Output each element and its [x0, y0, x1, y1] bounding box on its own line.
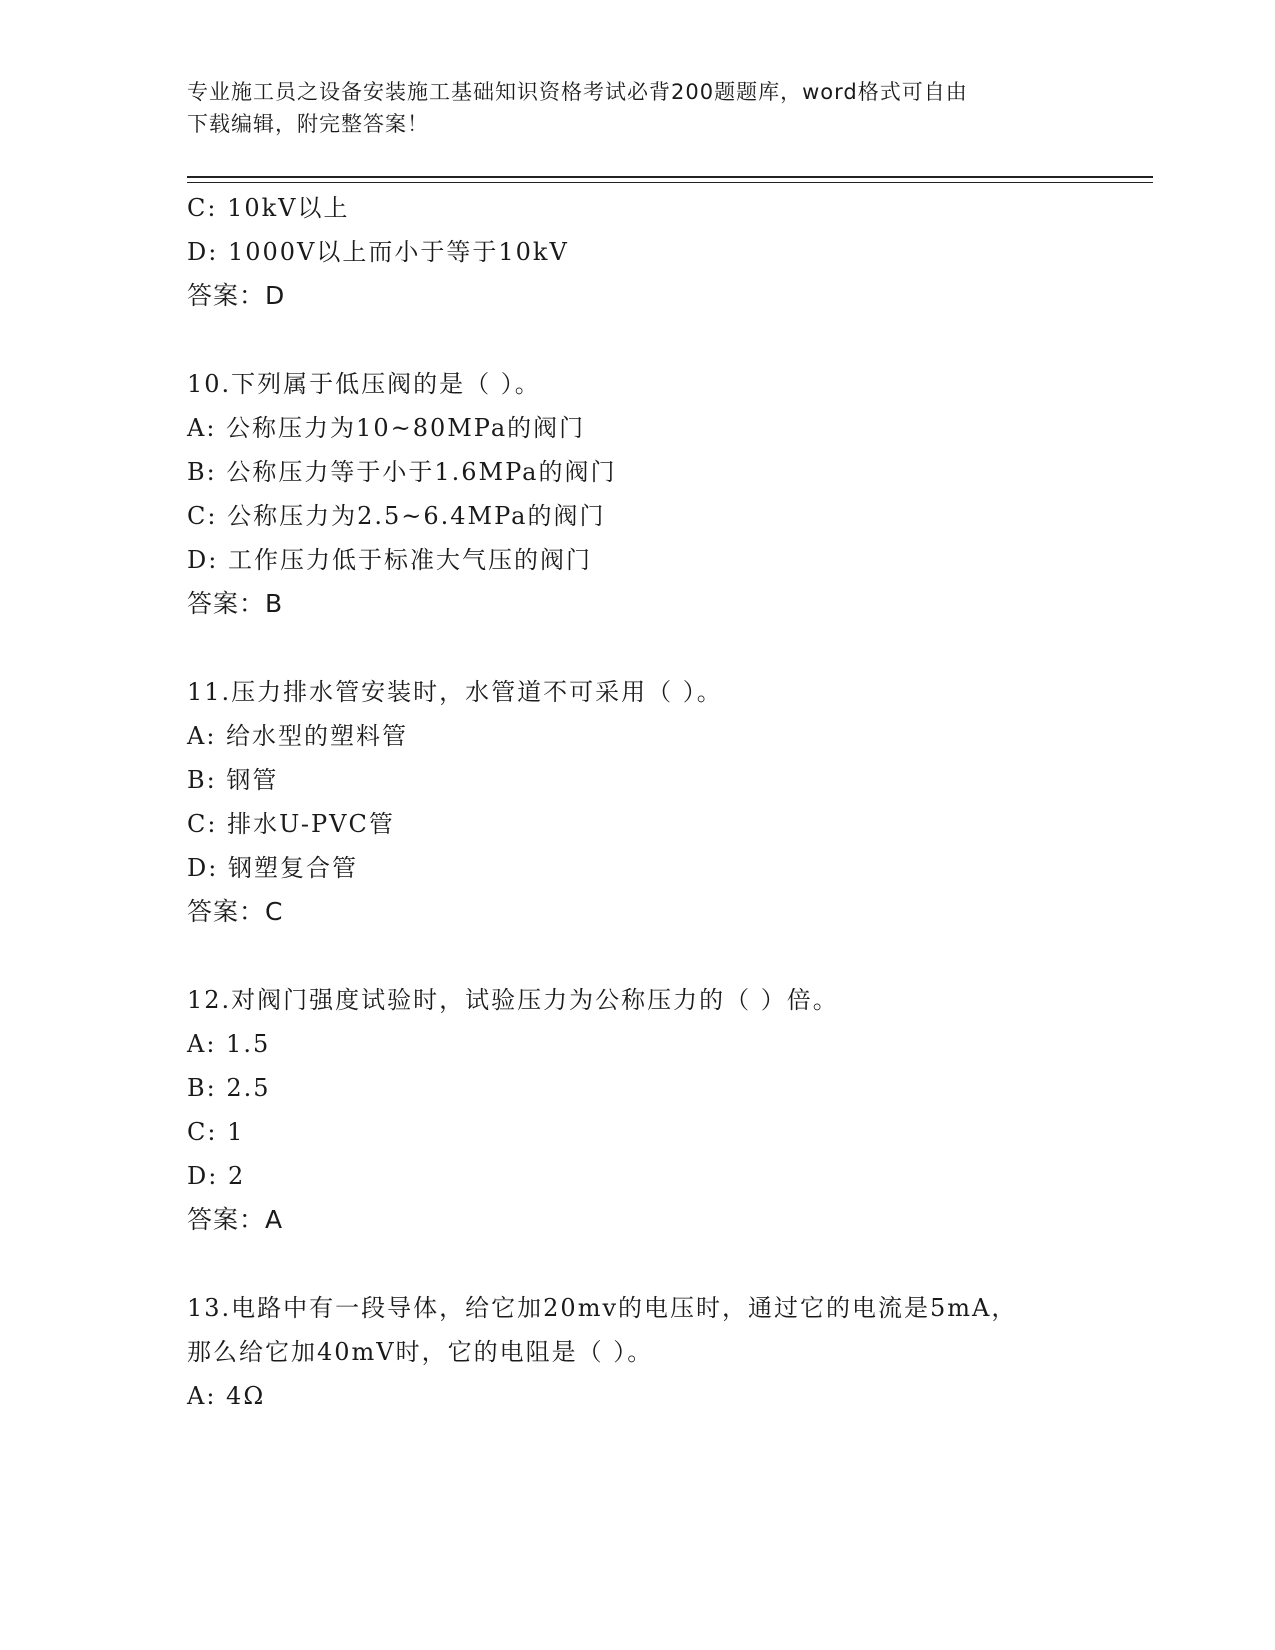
header-divider-thin	[187, 182, 1153, 183]
q11-question: 11.压力排水管安装时，水管道不可采用（ ）。	[187, 678, 723, 706]
q13-question-line-2: 那么给它加40mV时，它的电阻是（ ）。	[187, 1338, 654, 1366]
q13-question-line-1: 13.电路中有一段导体，给它加20mv的电压时，通过它的电流是5mA，	[187, 1294, 1018, 1322]
q10-option-a: A: 公称压力为10~80MPa的阀门	[187, 414, 586, 442]
q11-option-b: B: 钢管	[187, 766, 279, 794]
q9-answer: 答案：D	[187, 281, 286, 310]
q12-answer: 答案：A	[187, 1205, 284, 1234]
q9-option-d: D: 1000V以上而小于等于10kV	[187, 238, 569, 266]
q12-option-c: C: 1	[187, 1118, 245, 1146]
q11-option-d: D: 钢塑复合管	[187, 854, 358, 882]
q11-option-a: A: 给水型的塑料管	[187, 722, 409, 750]
q10-option-b: B: 公称压力等于小于1.6MPa的阀门	[187, 458, 617, 486]
q10-answer: 答案：B	[187, 589, 284, 618]
q10-question: 10.下列属于低压阀的是（ ）。	[187, 370, 541, 398]
q11-answer: 答案：C	[187, 897, 284, 926]
q12-option-d: D: 2	[187, 1162, 246, 1190]
q12-question: 12.对阀门强度试验时，试验压力为公称压力的（ ）倍。	[187, 986, 839, 1014]
q12-option-b: B: 2.5	[187, 1074, 271, 1102]
header-line-2: 下载编辑，附完整答案！	[187, 112, 429, 136]
q11-option-c: C: 排水U-PVC管	[187, 810, 395, 838]
header-line-1: 专业施工员之设备安装施工基础知识资格考试必背200题题库，word格式可自由	[187, 80, 968, 104]
q9-option-c: C: 10kV以上	[187, 194, 350, 222]
q12-option-a: A: 1.5	[187, 1030, 271, 1058]
q10-option-d: D: 工作压力低于标准大气压的阀门	[187, 546, 592, 574]
q10-option-c: C: 公称压力为2.5~6.4MPa的阀门	[187, 502, 606, 530]
document-header	[187, 76, 1087, 140]
header-divider-thick	[187, 176, 1153, 178]
q13-option-a: A: 4Ω	[187, 1382, 266, 1410]
